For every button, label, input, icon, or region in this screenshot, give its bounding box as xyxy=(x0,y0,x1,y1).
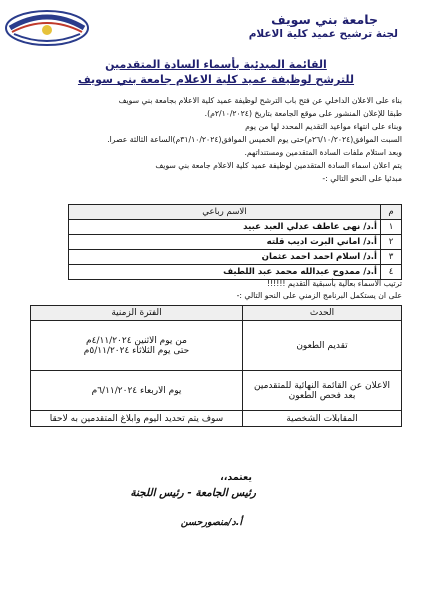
table-row xyxy=(69,250,402,265)
signatory-name: أ.د/منصورحسن xyxy=(180,517,242,528)
period-line: من يوم الاثنين ٤/١١/٢٠٢٤م xyxy=(86,335,187,346)
row-number: ٤ xyxy=(381,265,402,280)
applicant-name: أ.د/ نهى عاطف عدلي العبد عبيد xyxy=(69,220,381,235)
table-row xyxy=(31,321,402,371)
applicant-name: أ.د/ اسلام احمد احمد عثمان xyxy=(69,250,381,265)
university-name: جامعة بني سويف xyxy=(271,12,378,27)
intro-line-6: يتم اعلان اسماء السادة المتقدمين لوظيفة عميد كلية الاعلام جامعة بني سويف xyxy=(155,161,402,170)
intro-line-4: السبت الموافق(٢٦/١٠/٢٠٢٤م)حتى يوم الخميس الموافق(٣١/١٠/٢٠٢٤م)الساعة الثالثة عصرا. xyxy=(107,135,402,144)
approval-label: يعتمد،، xyxy=(220,472,252,483)
table-header-row xyxy=(31,306,402,321)
committee-name: لجنة ترشيح عميد كلية الاعلام xyxy=(248,28,398,40)
table-row xyxy=(31,411,402,427)
row-number: ٢ xyxy=(381,235,402,250)
document-subtitle: للترشح لوظيفة عميد كلية الاعلام جامعة بني سويف xyxy=(77,73,355,86)
period-cell xyxy=(31,321,243,371)
event-cell: الاعلان عن القائمة النهائية للمتقدمين بعد فحص الطعون xyxy=(243,371,402,411)
table-header-row xyxy=(69,205,402,220)
period-line: حتى يوم الثلاثاء ٥/١١/٢٠٢٤م xyxy=(83,345,190,356)
period-cell: سوف يتم تحديد اليوم وابلاغ المتقدمين به لاحقا xyxy=(31,411,243,427)
table-row xyxy=(69,265,402,280)
applicant-name: أ.د/ ممدوح عبدالله محمد عبد اللطيف xyxy=(69,265,381,280)
schedule-table xyxy=(30,305,402,427)
order-note: ترتيب الاسماء بعالية بأسبقية التقديم !!!!!! xyxy=(267,279,402,288)
applicants-table xyxy=(68,204,402,280)
intro-line-1: بناء على الاعلان الداخلي عن فتح باب الترشح لوظيفة عميد كلية الاعلام بجامعة بني سويف xyxy=(118,96,402,105)
intro-line-2: طبقا للإعلان المنشور على موقع الجامعة بتاريخ (٢/١٠/٢٠٢٤م). xyxy=(204,109,402,118)
document-title: القائمة المبدئية بأسماء السادة المتقدمين xyxy=(105,58,327,71)
intro-line-7: مبدئيا على النحو التالي :- xyxy=(322,174,402,183)
row-number: ٣ xyxy=(381,250,402,265)
program-note: على ان يستكمل البرنامج الزمني على النحو التالي :- xyxy=(236,291,402,300)
applicant-name: أ.د/ اماني البرت اديب قلته xyxy=(69,235,381,250)
header-period: الفترة الزمنية xyxy=(31,306,243,321)
university-logo xyxy=(4,8,90,48)
event-cell: تقديم الطعون xyxy=(243,321,402,371)
table-row xyxy=(69,220,402,235)
header-event: الحدث xyxy=(243,306,402,321)
row-number: ١ xyxy=(381,220,402,235)
header-number: م xyxy=(381,205,402,220)
table-row xyxy=(31,371,402,411)
intro-line-3: وبناء على انتهاء مواعيد التقديم المحدد لها من يوم xyxy=(245,122,402,131)
intro-line-5: وبعد استلام ملفات السادة المتقدمين ومستنداتهم. xyxy=(244,148,402,157)
table-row xyxy=(69,235,402,250)
header-name: الاسم رباعي xyxy=(69,205,381,220)
event-cell: المقابلات الشخصية xyxy=(243,411,402,427)
signatory-titles: رئيس الجامعة - رئيس اللجنة xyxy=(130,487,256,499)
period-cell: يوم الاربعاء ٦/١١/٢٠٢٤م xyxy=(31,371,243,411)
